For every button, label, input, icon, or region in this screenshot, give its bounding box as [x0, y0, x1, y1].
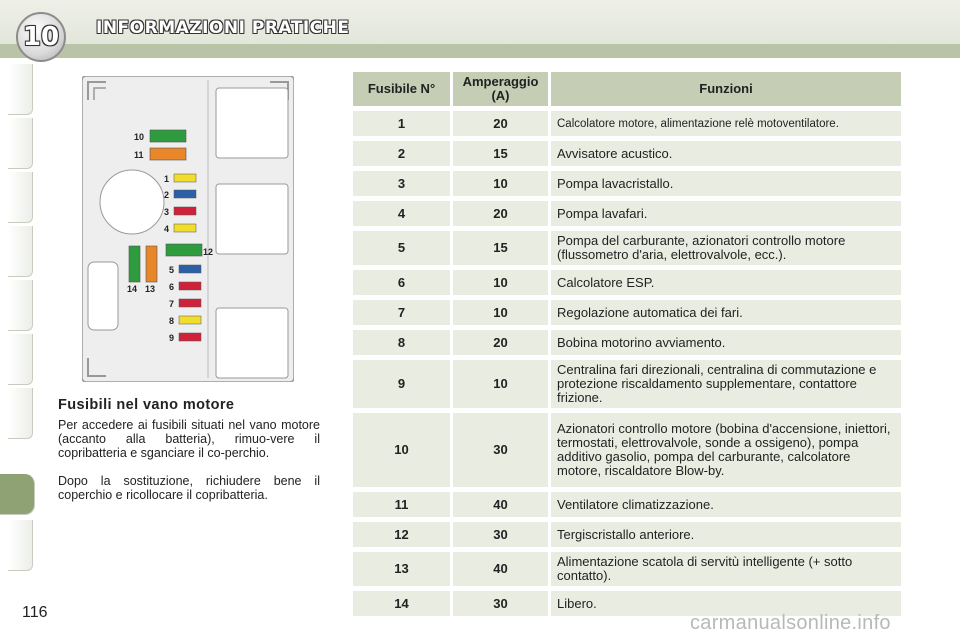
- fuse-6: [179, 282, 201, 290]
- fuse-1: [174, 174, 196, 182]
- label-14: 14: [127, 284, 138, 294]
- fuse-8: [179, 316, 201, 324]
- fuse-amperage: 10: [453, 300, 548, 325]
- label-4: 4: [164, 224, 170, 234]
- label-11: 11: [134, 150, 144, 160]
- page-number: 116: [22, 604, 48, 621]
- fuse-function: Azionatori controllo motore (bobina d'accensione, iniettori, termostati, elettrovalvole, sonde a ossigeno), pompa additivo gasolio, pompa del carburante, calcolatore motore, riscaldatore Blow-by.: [551, 413, 901, 487]
- fuse-9: [179, 333, 201, 341]
- table-row: [353, 141, 901, 166]
- fuse-number: 6: [353, 270, 450, 295]
- fuse-function: Regolazione automatica dei fari.: [551, 300, 901, 325]
- fuse-function: Centralina fari direzionali, centralina di commutazione e protezione riscaldamento supplementare, contattore frizione.: [551, 360, 901, 408]
- fuse-5: [179, 265, 201, 273]
- fuse-box-diagram: [82, 76, 294, 382]
- round-socket: [100, 170, 164, 234]
- fuse-function: Alimentazione scatola di servitù intelligente (+ sotto contatto).: [551, 552, 901, 586]
- fuse-function: Tergiscristallo anteriore.: [551, 522, 901, 547]
- page-title: INFORMAZIONI PRATICHE: [96, 18, 350, 38]
- label-12: 12: [203, 247, 214, 257]
- fuse-amperage: 40: [453, 552, 548, 586]
- table-row: [353, 492, 901, 517]
- fuse-amperage: 20: [453, 201, 548, 226]
- fuse-amperage: 30: [453, 413, 548, 487]
- fuse-number: 14: [353, 591, 450, 616]
- fuse-amperage: 10: [453, 171, 548, 196]
- relay-slot: [216, 88, 288, 158]
- header-band: [0, 44, 960, 58]
- fuse-function: Pompa lavacristallo.: [551, 171, 901, 196]
- fuse-number: 9: [353, 360, 450, 408]
- label-6: 6: [169, 282, 175, 292]
- table-row: [353, 522, 901, 547]
- fuse-amperage: 15: [453, 141, 548, 166]
- relay-slot: [216, 184, 288, 254]
- fuse-function: Bobina motorino avviamento.: [551, 330, 901, 355]
- fuse-amperage: 10: [453, 270, 548, 295]
- chapter-tabs: [0, 64, 34, 574]
- label-2: 2: [164, 190, 170, 200]
- chapter-tab-active[interactable]: [0, 474, 35, 515]
- label-10: 10: [134, 132, 145, 142]
- table-row: [353, 360, 901, 408]
- chapter-tab[interactable]: [8, 280, 33, 331]
- fuse-13: [146, 246, 157, 282]
- fuse-11: [150, 148, 186, 160]
- fuse-function: Pompa del carburante, azionatori controllo motore (flussometro d'aria, elettrovalvole, ecc.).: [551, 231, 901, 265]
- table-header-row: [353, 72, 901, 106]
- fuse-function: Calcolatore motore, alimentazione relè motoventilatore.: [551, 111, 901, 136]
- label-3: 3: [164, 207, 170, 217]
- table-row: [353, 201, 901, 226]
- fuse-table: [350, 67, 904, 621]
- side-slot: [88, 262, 118, 330]
- paragraph-close: Dopo la sostituzione, richiudere bene il coperchio e ricollocare il copribatteria.: [58, 474, 320, 502]
- chapter-tab[interactable]: [8, 520, 33, 571]
- fuse-number: 3: [353, 171, 450, 196]
- table-row: [353, 270, 901, 295]
- relay-slot: [216, 308, 288, 378]
- fuse-amperage: 10: [453, 360, 548, 408]
- table-row: [353, 111, 901, 136]
- fuse-number: 7: [353, 300, 450, 325]
- fuse-function: Ventilatore climatizzazione.: [551, 492, 901, 517]
- fuse-10: [150, 130, 186, 142]
- fuse-3: [174, 207, 196, 215]
- chapter-tab[interactable]: [8, 118, 33, 169]
- label-13: 13: [145, 284, 156, 294]
- fuse-amperage: 30: [453, 522, 548, 547]
- fuse-7: [179, 299, 201, 307]
- fuse-2: [174, 190, 196, 198]
- fuse-number: 12: [353, 522, 450, 547]
- header-amperage: Amperaggio (A): [453, 72, 548, 106]
- chapter-tab[interactable]: [8, 334, 33, 385]
- table-row: [353, 413, 901, 487]
- fuse-amperage: 40: [453, 492, 548, 517]
- fuse-number: 10: [353, 413, 450, 487]
- label-8: 8: [169, 316, 175, 326]
- label-9: 9: [169, 333, 175, 343]
- fuse-number: 8: [353, 330, 450, 355]
- fuse-number: 2: [353, 141, 450, 166]
- fuse-amperage: 20: [453, 111, 548, 136]
- table-row: [353, 330, 901, 355]
- header-functions: Funzioni: [551, 72, 901, 106]
- section-title: Fusibili nel vano motore: [58, 397, 235, 413]
- fuse-number: 5: [353, 231, 450, 265]
- fuse-amperage: 20: [453, 330, 548, 355]
- fuse-function: Calcolatore ESP.: [551, 270, 901, 295]
- fuse-function: Pompa lavafari.: [551, 201, 901, 226]
- paragraph-access: Per accedere ai fusibili situati nel vano motore (accanto alla batteria), rimuo-vere il copribatteria e sganciare il co-perchio.: [58, 418, 320, 460]
- fuse-number: 13: [353, 552, 450, 586]
- chapter-tab[interactable]: [8, 172, 33, 223]
- header-fuse-number: Fusibile N°: [353, 72, 450, 106]
- fuse-4: [174, 224, 196, 232]
- fuse-number: 11: [353, 492, 450, 517]
- fuse-function: Libero.: [551, 591, 901, 616]
- table-row: [353, 171, 901, 196]
- table-row: [353, 300, 901, 325]
- chapter-tab[interactable]: [8, 64, 33, 115]
- label-1: 1: [164, 174, 170, 184]
- fuse-number: 4: [353, 201, 450, 226]
- label-5: 5: [169, 265, 175, 275]
- chapter-tab[interactable]: [8, 388, 33, 439]
- fuse-number: 1: [353, 111, 450, 136]
- fuse-amperage: 15: [453, 231, 548, 265]
- fuse-amperage: 30: [453, 591, 548, 616]
- table-row: [353, 231, 901, 265]
- chapter-badge: 10: [16, 12, 66, 62]
- table-row: [353, 552, 901, 586]
- chapter-tab[interactable]: [8, 226, 33, 277]
- fuse-function: Avvisatore acustico.: [551, 141, 901, 166]
- label-7: 7: [169, 299, 175, 309]
- watermark: carmanualsonline.info: [690, 612, 891, 634]
- fuse-12: [166, 244, 202, 256]
- fuse-14: [129, 246, 140, 282]
